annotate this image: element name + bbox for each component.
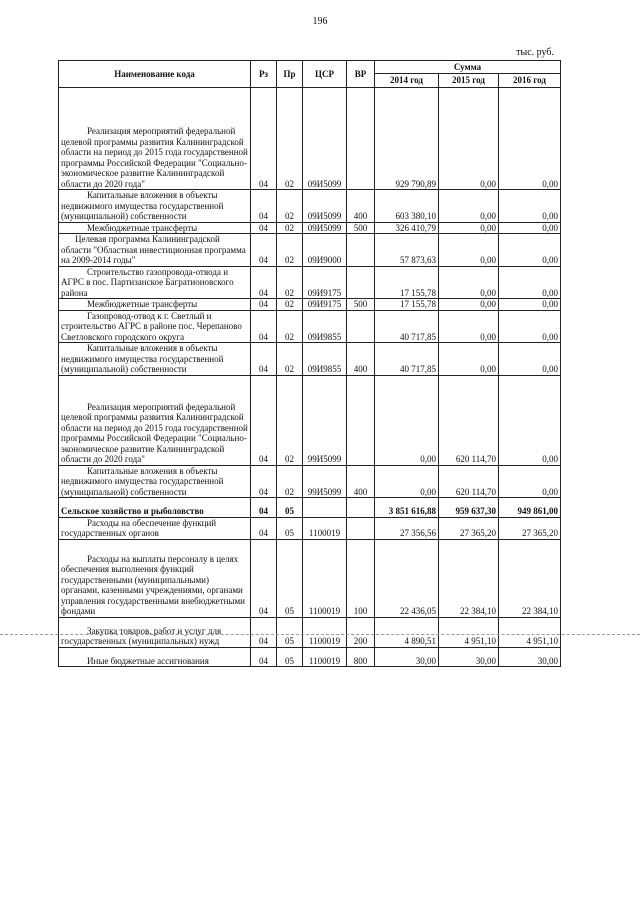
row-pr: 02	[277, 375, 303, 465]
row-name: Межбюджетные трансферты	[59, 222, 251, 234]
row-vr	[347, 498, 375, 518]
row-vr: 100	[347, 539, 375, 617]
row-2016: 0,00	[499, 343, 561, 376]
scan-fold-line	[0, 634, 640, 635]
table-row	[59, 222, 561, 234]
row-rz: 04	[251, 299, 277, 311]
row-2016: 30,00	[499, 647, 561, 667]
row-pr: 02	[277, 190, 303, 223]
row-pr: 05	[277, 498, 303, 518]
row-rz: 04	[251, 517, 277, 539]
row-csr: 1100019	[303, 539, 347, 617]
table-row	[59, 343, 561, 376]
row-csr: 09И9000	[303, 234, 347, 267]
row-2014: 0,00	[375, 465, 439, 498]
table-row	[59, 498, 561, 518]
row-name: Межбюджетные трансферты	[59, 299, 251, 311]
row-2015: 4 951,10	[439, 617, 499, 647]
row-vr: 800	[347, 647, 375, 667]
row-2014: 0,00	[375, 375, 439, 465]
table-row	[59, 190, 561, 223]
row-2016: 0,00	[499, 190, 561, 223]
row-name: Закупка товаров, работ и услуг для государственных (муниципальных) нужд	[59, 617, 251, 647]
row-vr	[347, 234, 375, 267]
row-2014: 40 717,85	[375, 343, 439, 376]
row-2015: 0,00	[439, 190, 499, 223]
table-row	[59, 465, 561, 498]
header-vr: ВР	[347, 61, 375, 88]
row-name: Иные бюджетные ассигнования	[59, 647, 251, 667]
row-vr: 400	[347, 190, 375, 223]
row-pr: 05	[277, 517, 303, 539]
row-rz: 04	[251, 343, 277, 376]
row-rz: 04	[251, 190, 277, 223]
row-2016: 22 384,10	[499, 539, 561, 617]
row-2014: 40 717,85	[375, 310, 439, 343]
row-2015: 0,00	[439, 310, 499, 343]
row-2014: 603 380,10	[375, 190, 439, 223]
row-rz: 04	[251, 617, 277, 647]
table-row	[59, 266, 561, 299]
page-number: 196	[312, 16, 328, 27]
table-row	[59, 88, 561, 190]
row-rz: 04	[251, 88, 277, 190]
row-csr: 09И5099	[303, 190, 347, 223]
row-vr: 400	[347, 465, 375, 498]
row-pr: 02	[277, 234, 303, 267]
header-sum: Сумма	[375, 61, 561, 74]
row-2015: 0,00	[439, 222, 499, 234]
row-vr: 500	[347, 222, 375, 234]
row-2016: 0,00	[499, 465, 561, 498]
row-2014: 57 873,63	[375, 234, 439, 267]
header-year-2014: 2014 год	[375, 73, 439, 87]
row-csr: 09И9855	[303, 310, 347, 343]
row-name: Капитальные вложения в объекты недвижимого имущества государственной (муниципальной) собственности	[59, 343, 251, 376]
budget-table	[58, 60, 561, 667]
header-rz: Рз	[251, 61, 277, 88]
row-rz: 04	[251, 234, 277, 267]
row-2014: 4 890,51	[375, 617, 439, 647]
row-vr	[347, 88, 375, 190]
row-2016: 0,00	[499, 222, 561, 234]
header-name: Наименование кода	[59, 61, 251, 88]
row-2014: 27 356,56	[375, 517, 439, 539]
row-2015: 620 114,70	[439, 375, 499, 465]
row-2015: 620 114,70	[439, 465, 499, 498]
row-2015: 0,00	[439, 266, 499, 299]
table-row	[59, 617, 561, 647]
row-csr: 09И9175	[303, 266, 347, 299]
row-pr: 02	[277, 310, 303, 343]
row-rz: 04	[251, 465, 277, 498]
header-year-2016: 2016 год	[499, 73, 561, 87]
row-2015: 30,00	[439, 647, 499, 667]
table-row	[59, 647, 561, 667]
row-2016: 0,00	[499, 266, 561, 299]
row-csr: 1100019	[303, 617, 347, 647]
row-2015: 0,00	[439, 234, 499, 267]
table-row	[59, 539, 561, 617]
row-name: Капитальные вложения в объекты недвижимого имущества государственной (муниципальной) собственности	[59, 465, 251, 498]
row-rz: 04	[251, 375, 277, 465]
row-rz: 04	[251, 310, 277, 343]
row-rz: 04	[251, 222, 277, 234]
row-2016: 27 365,20	[499, 517, 561, 539]
row-2014: 30,00	[375, 647, 439, 667]
row-name: Расходы на выплаты персоналу в целях обеспечения выполнения функций государственными (муниципальными) органами, казенными учреждениями, органами управления государственными внебюджетными фондами	[59, 539, 251, 617]
header-csr: ЦСР	[303, 61, 347, 88]
row-2016: 0,00	[499, 375, 561, 465]
row-2016: 0,00	[499, 310, 561, 343]
table-row	[59, 310, 561, 343]
row-2014: 22 436,05	[375, 539, 439, 617]
row-pr: 05	[277, 647, 303, 667]
row-name: Строительство газопровода-отвода и АГРС в пос. Партизанское Багратионовского района	[59, 266, 251, 299]
table-row	[59, 234, 561, 267]
row-2016: 949 861,00	[499, 498, 561, 518]
row-2015: 22 384,10	[439, 539, 499, 617]
header-year-2015: 2015 год	[439, 73, 499, 87]
units-label: тыс. руб.	[516, 47, 554, 58]
row-csr: 99И5099	[303, 375, 347, 465]
row-name: Целевая программа Калининградской области "Областная инвестиционная программа на 2009-2014 годы"	[59, 234, 251, 267]
row-2015: 27 365,20	[439, 517, 499, 539]
row-2016: 0,00	[499, 299, 561, 311]
row-2014: 326 410,79	[375, 222, 439, 234]
row-2016: 4 951,10	[499, 617, 561, 647]
row-2014: 929 790,89	[375, 88, 439, 190]
row-name: Расходы на обеспечение функций государственных органов	[59, 517, 251, 539]
row-vr	[347, 517, 375, 539]
row-csr: 99И5099	[303, 465, 347, 498]
row-csr: 1100019	[303, 517, 347, 539]
row-2015: 0,00	[439, 88, 499, 190]
row-2014: 17 155,78	[375, 299, 439, 311]
row-rz: 04	[251, 266, 277, 299]
row-name: Газопровод-отвод к г. Светлый и строительство АГРС в районе пос. Черепаново Светловского городского округа	[59, 310, 251, 343]
row-2015: 0,00	[439, 299, 499, 311]
row-csr: 09И5099	[303, 88, 347, 190]
row-csr: 1100019	[303, 647, 347, 667]
row-rz: 04	[251, 498, 277, 518]
row-2014: 17 155,78	[375, 266, 439, 299]
row-vr	[347, 266, 375, 299]
row-vr	[347, 310, 375, 343]
row-name: Капитальные вложения в объекты недвижимого имущества государственной (муниципальной) собственности	[59, 190, 251, 223]
row-2014: 3 851 616,88	[375, 498, 439, 518]
row-csr: 09И5099	[303, 222, 347, 234]
row-pr: 02	[277, 88, 303, 190]
row-name: Реализация мероприятий федеральной целевой программы развития Калининградской области на период до 2015 года государственной программы Российской Федерации "Социально-экономическое развитие Калининградской области до 2020 года"	[59, 375, 251, 465]
row-vr: 200	[347, 617, 375, 647]
table-row	[59, 299, 561, 311]
row-pr: 02	[277, 266, 303, 299]
row-pr: 02	[277, 343, 303, 376]
row-pr: 02	[277, 299, 303, 311]
row-rz: 04	[251, 539, 277, 617]
row-pr: 02	[277, 222, 303, 234]
table-row	[59, 517, 561, 539]
row-2015: 959 637,30	[439, 498, 499, 518]
row-2015: 0,00	[439, 343, 499, 376]
row-csr: 09И9855	[303, 343, 347, 376]
row-csr: 09И9175	[303, 299, 347, 311]
row-name: Реализация мероприятий федеральной целевой программы развития Калининградской области на период до 2015 года государственной программы Российской Федерации "Социально-экономическое развитие Калининградской области до 2020 года"	[59, 88, 251, 190]
row-csr	[303, 498, 347, 518]
row-name: Сельское хозяйство и рыболовство	[59, 498, 251, 518]
table-row	[59, 375, 561, 465]
row-2016: 0,00	[499, 234, 561, 267]
row-rz: 04	[251, 647, 277, 667]
row-vr: 500	[347, 299, 375, 311]
header-pr: Пр	[277, 61, 303, 88]
row-vr	[347, 375, 375, 465]
row-pr: 02	[277, 465, 303, 498]
row-vr: 400	[347, 343, 375, 376]
row-pr: 05	[277, 617, 303, 647]
row-2016: 0,00	[499, 88, 561, 190]
row-pr: 05	[277, 539, 303, 617]
